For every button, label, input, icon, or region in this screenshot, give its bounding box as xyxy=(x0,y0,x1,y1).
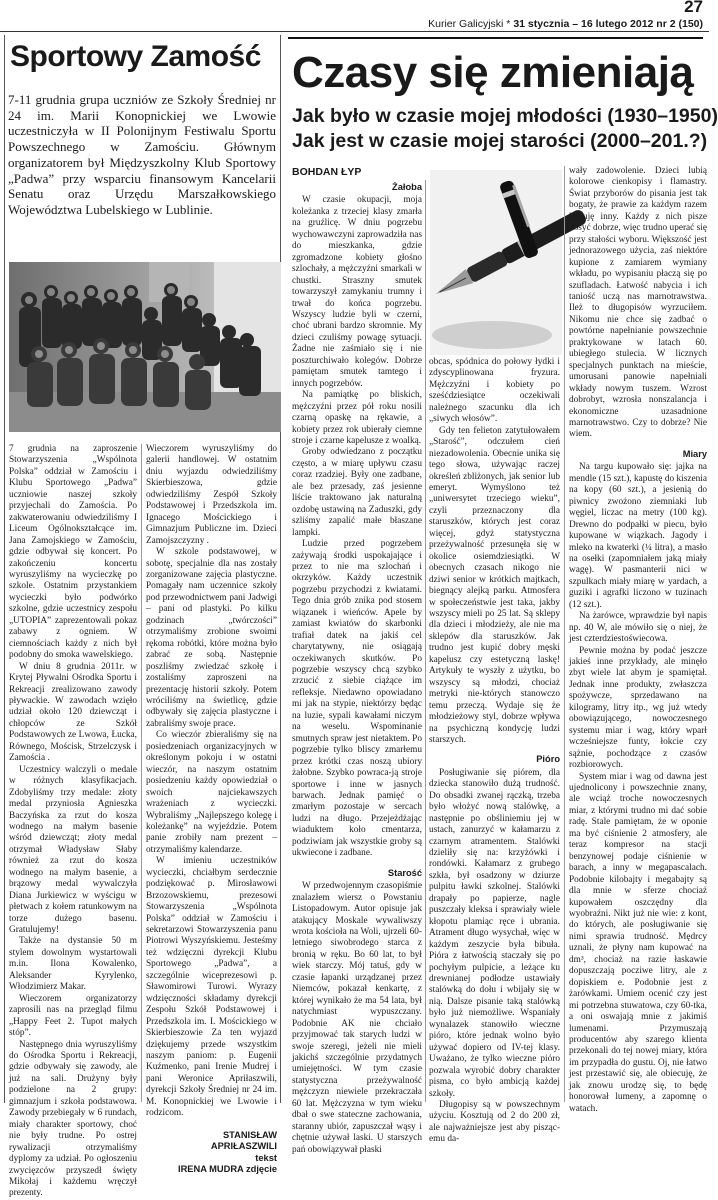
paragraph: W czasie okupacji, moja koleżanka z trzeciej klasy zmarła na gruźlicę. W dniu pogrzebu wychowawczyni zaprowadziła nas do mieszkanka, gdzie zgromadzone kobiety głośno szlochały, a mężczyźni smarkali w chustki. Straszny smutek towarzyszył zamykaniu trumny i trwał do końca pogrzebu. Wszyscy ludzie byli w czerni, choć ubrani bardzo skromnie. My dzieci czuliśmy powagę sytuacji. Żadne nie zaśmiało się i nie poszturchiwało kolegów. Dobrze pamiętam smutek tamtego i innych pogrzebów. xyxy=(292,195,422,389)
paragraph: W przedwojennym czasopiśmie znalazłem wiersz o Powstaniu Listopadowym. Autor opisuje jak atakujący Moskale wywaliwszy wrota kościoła na Woli, ujrzeli 60-letniego siwobrodego starca z bronią w ręku. Bo 60 lat, to był wiek starczy. Mój tatuś, gdy w czasie łapanki urządzanej przez Niemców, pokazał kenkartę, z której wynikało że ma 54 lata, był natychmiast wypuszczany. Podobnie AK nie chciało przyjmować tak starych ludzi w swoje szeregi, jeżeli nie mieli jakichś szczególnie przydatnych umiejętności. W tym czasie statystyczna przeżywalność mężczyzn niewiele przekraczała 60 lat. Mężczyzna w tym wieku dbał o swe stateczne zachowania, staranny ubiór, zapuszczał wąsy i chętnie używał laski. U starszych pań obowiązywał płaski xyxy=(292,881,422,1155)
header-separator: * xyxy=(503,18,514,30)
left-article-lead: 7-11 grudnia grupa uczniów ze Szkoły Średniej nr 24 im. Marii Konopnickiej we Lwowie uczestniczyła w II Polonijnym Festiwalu Sportu Powszechnego w Zamościu. Głównym organizatorem był Międzyszkolny Klub Sportowy „Padwa” przy wsparciu finansowym Kancelarii Senatu oraz Urzędu Marszałkowskiego Województwa Lubelskiego w Lublinie. xyxy=(8,92,276,217)
paragraph: Długopisy są w powszechnym użyciu. Kosztują od 2 do 200 zł, ale najważniejsze jest aby piszącemu da- xyxy=(429,1100,560,1145)
paragraph: W szkole podstawowej, w sobotę, specjalnie dla nas zostały zorganizowane zajęcia plastyczne. Pomagały nam uczennice szkoły pod przewodnictwem pani Jadwigi – pani od plastyki. Po kilku godzinach „twórczości” otrzymaliśmy zrobione swoimi rękoma robótki, które można było zabrać ze sobą. Następnie poszliśmy zwiedzać szkołę i zostaliśmy zaproszeni na prezentację historii szkoły. Potem wróciliśmy na świetlicę, gdzie odbywały się zajęcia plastyczne i zabraliśmy swoje prace. xyxy=(146,547,277,729)
paragraph: wały zadowolenie. Dzieci lubią kolorowe cienkopisy i flamastry. Świat przyborów do pisania jest tak bogaty, że prawie za każdym razem kupuję inny. Każdy z nich pisze dosyć dobrze, więc trudno uperać się przy stałości wyboru. Większość jest jednorazowego użycia, zaś niektóre kupione z zamiarem wymiany wkładu, po wypisaniu płaczą się po szufladach. Łatwość nabycia i ich taniość uczą nas marnotrawstwa. Ileż to długopisów wyrzuciłem. Nikomu nie chce się zadbać o powtórne napełnianie powszechnie praktykowane w latach 60. ubiegłego stulecia. W licznych specjalnych punktach na mieście, umorusani panowie napełniali wkłady nowym tuszem. Wzrost dobrobyt, wzrosła nonszalancja i ekonomiczne uzasadnione marnotrawstwo. Czy to dobrze? Nie wiem. xyxy=(569,166,707,440)
main-article-column-1 xyxy=(292,180,422,1155)
paragraph: Na targu kupowało się: jajka na mendle (15 szt.), kapustę do kiszenia na kopy (60 szt.), a jesienią do piwnicy zwożono ziemniaki lub węgiel, liczac na metry (100 kg). Drewno do podpałki w piecu, było kupowane w wiązkach. Jagody i mleko na kwaterki (¼ litra), a masło na osełki (zapomniałem jaką miały wagę). W pasmanterii nici w szpulkach miały miarę w yardach, a guziki i agrafki liczono w tuzinach (12 szt.). xyxy=(569,462,707,610)
column-rule xyxy=(425,180,426,1102)
paragraph: Wieczorem organizatorzy zaprosili nas na przegląd filmu „Happy Feet 2. Tupot małych stóp”. xyxy=(9,993,137,1039)
paragraph: Co wieczór zbieraliśmy się na posiedzeniach organizacyjnych w określonym pokoju i w ostatni wieczór, na naszym ostatnim posiedzeniu każdy opowiedział o swoich najciekawszych wrażeniach z wycieczki. Wybraliśmy „Najlepszego kolegę i koleżankę” na wyjeździe. Potem panie zrobiły nam prezent – otrzymaliśmy kalendarze. xyxy=(146,730,277,855)
signature-role-text: tekst xyxy=(255,1152,277,1163)
fountain-pen-illustration xyxy=(430,170,562,355)
left-article-column-1 xyxy=(9,444,137,1199)
article-top-rule xyxy=(288,37,703,39)
paragraph: Następnego dnia wyruszyliśmy do Ośrodka Sportu i Rekreacji, gdzie odbywały się zawody, ale już na sali. Drużyny były podzielone na 2 grupy: gimnazjum i szkoła podstawowa. Zawody przebiegały w 6 rundach, miały charakter sportowy, choć nie były trudne. Po ostrej rywalizacji otrzymaliśmy dyplomy za udział. Po ogłoszeniu zwycięzców przyszedł święty Mikołaj i każdemu wręczył prezenty. xyxy=(9,1039,137,1199)
group-photo xyxy=(9,262,281,432)
publication-name: Kurier Galicyjski xyxy=(428,18,504,30)
paragraph: Posługiwanie się piórem, dla dziecka stanowiło dużą trudność. Do obsadki zwanej rączką, trzeba było włożyć nową stalówkę, a następnie po obśliniemiu jej w ustach, zanurzyć w kałamarzu z czarnym atramentem. Stalówki dzieliły się na: krzyżówki i rondówki. Kałamarz z grubego szkła, był osadzony w dziurze pulpitu ławki szkolnej. Stalówki drapały po papierze, nagle puszczały kleksa i sprawiały wiele kłopotu plamiąc ręce i ubrania. Atrament długo wysychał, więc w każdym zeszycie była bibuła. Pióra z łatwością staczały się po pochyłym pulpicie, a leżące ku drewnianej podłodze ustawiały stalówką do dołu i wbijały się w nią. Dalsze pisanie taką stalówką było już niemożliwe. Wspaniały wynalazek stanowiło wieczne pióro, które jednak wolno było używać dopiero od IV-tej klasy. Uważano, że tylko wieczne pióro pozwala wyrobić dobry charakter pisma, co było ambicją każdej szkoły. xyxy=(429,767,560,1099)
running-header xyxy=(428,18,703,30)
left-article-column-2 xyxy=(146,444,277,1175)
paragraph: 7 grudnia na zaproszenie Stowarzyszenia „Wspólnota Polska” oddział w Zamościu i Klubu Sportowego „Padwa” uczniowie naszej szkoły przyjechali do Zamościa. Po zakwaterowaniu odwiedziliśmy I Liceum Ogólnokształcące im. Jana Zamojskiego w Zamościu, gdzie odbywał się koncert. Po zakończeniu koncertu wyruszyliśmy na wycieczkę po szkole. Ostatnim przystankiem wycieczki było podwórko szkolne, gdzie uczestnicy zespołu „UTOPIA” zaprezentowali pokaz zabawy z ogniem. W ciemnościach każdy z nich był podobny do smoka wawelskiego. xyxy=(9,444,137,661)
paragraph: obcas, spódnica do połowy łydki i zdyscyplinowana fryzura. Mężczyźni i kobiety po sześćdziesiątce oczekiwali należnego szacunku dla ich „siwych włosów”. xyxy=(429,357,560,425)
paragraph: Pewnie można by podać jeszcze jakieś inne przykłady, ale minęło zbyt wiele lat abym je spamiętał. Jednak inne produkty, zwłaszcza spożywcze, sprzedawano na kilogramy, litry itp., wg już wtedy obowiązującego, nowoczesnego systemu miar i wag, który wparł wcześniejsze funty, łokcie czy sążnie, pochodzące z czasów rozbiorowych. xyxy=(569,645,707,771)
left-article-title: Sportowy Zamość xyxy=(10,40,261,73)
section-heading-pioro: Pióro xyxy=(536,754,560,765)
author-signature: STANISŁAW APRIŁASZWILI xyxy=(210,1129,277,1152)
article-author: BOHDAN ŁYP xyxy=(292,166,362,178)
main-article-title: Czasy się zmieniają xyxy=(292,48,694,97)
paragraph: W dniu 8 grudnia 2011r. w Krytej Pływalni Ośrodka Sportu i Rekreacji zrealizowano zawody pływackie. W zawodach wzięło udział około 120 dziewcząt i chłopców ze Szkół Podstawowych ze Lwowa, Łucka, Równego, Mościsk, Strzelczysk i Zamościa . xyxy=(9,661,137,764)
paragraph: Ludzie przed pogrzebem zażywają środki uspokajające i przez to nie ma szlochań i okrzyków. Każdy uczestnik pogrzebu przychodzi z kwiatami. Tego dnia grób znika pod stosem wiązanek i wieńców. Apele by zamiast kwiatów do skarbonki trafiał datek na jakiś cel charytatywny, nie osiągają oczekiwanych skutków. Po pogrzebie wszyscy chcą szybko zrzucić z siebie ciążące im refleksje. Niedawno opowiadano mi jak na stypie, niektórzy będąc na luzie, sypali kawałami niczym na weselu. Wspominanie smutnych spraw jest nietaktem. Po pogrzebie tylko bliscy zmarłemu przez krótki czas noszą ubiory żałobne. Szybko powraca-ją stroje sportowe i inne w jasnych barwach. Jednak pamięć o zmarłym pozostaje w sercach ludzi na długo. Przejeżdżając wiaduktem koło cmentarza, podziwiam jak wszystkie groby są ukwiecone i zadbane. xyxy=(292,539,422,859)
header-rule xyxy=(0,31,709,32)
paragraph: Uczestnicy walczyli o medale w różnych klasyfikacjach. Zdobyliśmy trzy medale: złoty medal przyniosła Agnieszka Baczyńska za rzut do kosza wodnego na małym basenie wśród dziewcząt; złoty medal otrzymał Władysław Słaby również za rzut do kosza wodnego na małym basenie, a brązowy medal wywalczyła Diana Jurkiewicz w wyścigu w płetwach z kołem ratunkowym na torze dużego basenu. Gratulujemy! xyxy=(9,764,137,936)
main-article-column-3 xyxy=(569,166,707,1114)
paragraph: Na żarówce, wprawdzie był napis np. 40 W, ale mówiło się o niej, że jest czterdziestoświecowa. xyxy=(569,611,707,645)
subtitle-line-1: Jak było w czasie mojej młodości (1930–1950) xyxy=(292,105,718,127)
main-article-subtitle xyxy=(292,104,718,154)
main-article-column-2 xyxy=(429,357,560,1145)
section-heading-zaloba: Żałoba xyxy=(392,182,422,192)
paragraph: Groby odwiedzano z początku często, a w miarę upływu czasu coraz rzadziej. Były one zadbane, ale bez przesady, zaś jesienne liście traktowano jak naturalną ozdobę ustawiną na Zaduszki, gdy szliśmy zapalić małe błaszane lampki. xyxy=(292,447,422,538)
photo-credit: IRENA MUDRA zdjęcie xyxy=(177,1164,277,1175)
paragraph: Gdy ten felieton zatytułowałem „Starość”, odczułem cień niezadowolenia. Obecnie unika się tego słowa, używając raczej określeń zbliżonych, jak senior lub emeryt. Wymyślono też „uniwersytet trzeciego wieku”, czyli przeznaczony dla staruszków, których jest coraz więcej, gdyż statystyczna przeżywalność przesunęła się w okolice osiemdziesiątki. W obecnych czasach nikogo nie dziwi senior w krótkich majtkach, biegnący alejką parku. Atmosfera w społeczeństwie jest taka, jakby wszyscy mieli po 25 lat. Są sklepy dla dzieci i młodzieży, ale nie ma sklepów dla staruszków. Jak trudno jest kupić dobry męski kapelusz czy estetyczną laskę! Artykuły te wyszły z użytku, bo wszyscy są młodzi, chociaż metryki nie-których stanowczo temu przeczą. Wydaje się że młodzieżowy styl, dobrze wpływa na psychiczną kondycję ludzi starszych. xyxy=(429,425,560,745)
paragraph: Wieczorem wyruszyliśmy do galerii handlowej. W ostatnim dniu wyjazdu odwiedziliśmy Skierbieszowa, gdzie odwiedziliśmy Zespół Szkoły Podstawowej i Przedszkola im. Ignacego Mościckiego i Gimnazjum Publiczne im. Dzieci Zamojszczyzny . xyxy=(146,444,277,546)
paragraph: Na pamiątkę po bliskich, mężczyźni przez pół roku nosili czarną opaskę na rękawie, a kobiety przez rok ubierały ciemne stroje i czarne kapelusze z woalką. xyxy=(292,390,422,446)
subtitle-line-2: Jak jest w czasie mojej starości (2000–201.?) xyxy=(292,130,708,152)
paragraph: W imieniu uczestników wycieczki, chciałbym serdecznie podziękować p. Mirosławowi Brzozowskiemu, prezesowi Stowarzyszenia „Wspólnota Polska” oddział w Zamościu i sekretarzowi Stowarzyszenia panu Piotrowi Wyszyńskiemu. Jesteśmy też wdzięczni dyrekcji Klubu Sportowego „Padwa”, a szczególnie wiceprezesowi p. Sławomirowi Turowi. Wyrazy wdzięczności składamy dyrekcji Zespołu Szkół Podstawowej i Przedszkola im. I. Mościckiego w Skierbieszowie Za ten wyjazd dziękujemy przede wszystkim naszym paniom: p. Eugenii Kuźmenko, pani Irenie Mudrej i pani Weronice Apriłaszwili, dyrekcji Szkoły Średniej nr 24 im. M. Konopnickiej we Lwowie i rodzicom. xyxy=(146,856,277,1119)
section-heading-miary: Miary xyxy=(682,448,707,459)
section-heading-starosc: Starość xyxy=(387,867,422,878)
page-number: 27 xyxy=(684,0,703,16)
paragraph: System miar i wag od dawna jest ujednolicony i powszechnie znany, ale wciąż troche nowoczesnych miar, z którymi trudno mi dać sobie radę. Stale pamiętam, że w oponie ma być ciśnienie 2 atmosfery, ale teraz kompresor na stacji benzynowej podaje ciśnienie w barach, a inny w megapascalach. Podobnie kilobajty i megabajty są dla mnie w sferze chociaż kupowałem oszczędny dla wyobraźni. Nikt już nie wie: z kont, do których, ale posługiwanie się nimi sprawia trudność. Mędrcy uznali, że płyny nam kupować na dm³, chociaż na razie łaskawie dopuszczają pocziwe litry, ale z dopiskiem e. Podobnie jest z żarówkami. Umiem ocenić czy jest mi potrzebna stuwatowa, czy 60-tka, a oni oswajają mnie z jakimiś lumenami. Przymuszają producentów aby szarego klienta przekonali do tej nowej miary, która im przypadła do gustu. Oj, nie łatwo jest przestawić się, ale obiecuję, że jak znowu urodzę się, to będę honorował lumeny, a zapomnę o watach. xyxy=(569,771,707,1114)
column-rule xyxy=(564,166,565,1102)
issue-date: 31 stycznia – 16 lutego 2012 nr 2 (150) xyxy=(513,18,703,30)
paragraph: Także na dystansie 50 m stylem dowolnym wystartowali m.in. Ilona Kowalenko, Aleksander Kyrylenko, Włodzimierz Makar. xyxy=(9,936,137,993)
column-rule xyxy=(141,444,142,1102)
